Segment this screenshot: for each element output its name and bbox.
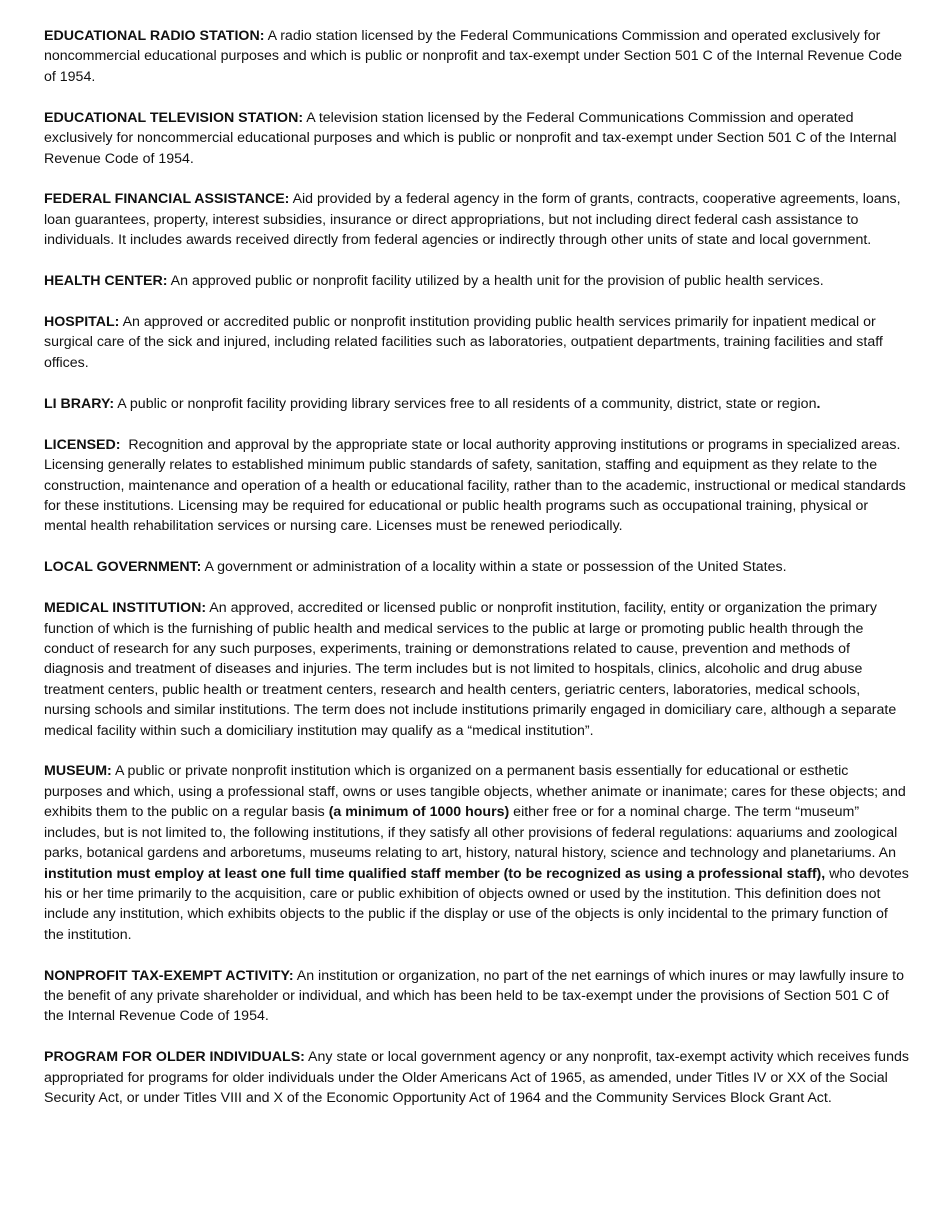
- definition-text: A television station licensed by the Federal Communications Commission and operated exclusively for noncommercial educational purposes and which is public or nonprofit and tax-exempt under Section 501 C of the Internal Revenue Code of 1954.: [44, 109, 897, 167]
- definition-text: A radio station licensed by the Federal Communications Commission and operated exclusively for noncommercial educational purposes and which is public or nonprofit and tax-exempt under Section 501 C of the Internal Revenue Code of 1954.: [44, 28, 903, 85]
- definition-text: A government or administration of a locality within a state or possession of the United States.: [201, 559, 787, 576]
- definition-local-government: [44, 557, 910, 577]
- definition-term: EDUCATIONAL RADIO STATION:: [44, 28, 265, 44]
- definition-term: LI BRARY:: [44, 395, 115, 412]
- definition-text: either free or for a nominal charge. The term “museum” includes, but is not limited to, the following institutions, if they satisfy all other provisions of federal regulations: aquariums and zoological parks, botanical gardens and arboretums, museums relating to art, history, natural history, science and technology and planetariums. An: [44, 804, 898, 862]
- definition-term: LICENSED:: [44, 436, 121, 453]
- definition-text: An approved, accredited or licensed public or nonprofit institution, facility, entity or organization the primary function of which is the furnishing of public health and medical services to the public at large or promoting public health through the conduct of research for any such purposes, experiments, training or demonstrations related to cause, prevention and methods of diagnosis and treatment of diseases and injuries. The term includes but is not limited to hospitals, clinics, alcoholic and drug abuse treatment centers, public health or treatment centers, research and health centers, geriatric centers, laboratories, medical schools, nursing schools and similar institutions. The term does not include institutions primarily engaged in domiciliary care, although a separate medical facility within such a domiciliary institution may qualify as a “medical institution”.: [44, 600, 897, 739]
- definition-medical-institution: [44, 598, 910, 741]
- definition-text: A public or nonprofit facility providing library services free to all residents of a community, district, state or region: [114, 395, 817, 412]
- definition-educational-radio-station: [44, 26, 910, 87]
- definition-text: An institution or organization, no part of the net earnings of which inures or may lawfully insure to the benefit of any private shareholder or individual, and which has been held to be tax-exempt under the provisions of Section 501 C of the Internal Revenue Code of 1954.: [44, 967, 904, 1025]
- definition-emphasis: institution must employ at least one full time qualified staff member (to be recognized as using a professional staff),: [44, 865, 826, 882]
- definition-term: MUSEUM:: [44, 763, 112, 780]
- definition-hospital: [44, 312, 910, 373]
- definition-licensed: [44, 435, 910, 537]
- definition-museum: [44, 761, 910, 945]
- definition-text: An approved public or nonprofit facility utilized by a health unit for the provision of public health services.: [167, 273, 824, 290]
- definition-term: NONPROFIT TAX-EXEMPT ACTIVITY:: [44, 967, 294, 984]
- definition-term: EDUCATIONAL TELEVISION STATION:: [44, 109, 304, 126]
- definition-term: HOSPITAL:: [44, 314, 120, 331]
- definition-text: A public or private nonprofit institution which is organized on a permanent basis essentially for educational or esthetic purposes and which, using a professional staff, owns or uses tangible objects, whether animate or inanimate; cares for these objects; and exhibits them to the public on a regular basis: [44, 763, 906, 821]
- definition-program-for-older-individuals: [44, 1047, 910, 1108]
- definition-educational-television-station: [44, 108, 910, 169]
- definition-text: Aid provided by a federal agency in the form of grants, contracts, cooperative agreements, loans, loan guarantees, property, interest subsidies, insurance or direct appropriations, but not including direct federal cash assistance to individuals. It includes awards received directly from federal agencies or indirectly through other units of state and local government.: [44, 191, 901, 249]
- definition-term: PROGRAM FOR OLDER INDIVIDUALS:: [44, 1049, 305, 1066]
- definition-emphasis: (a minimum of 1000 hours): [328, 804, 510, 821]
- definition-term: LOCAL GOVERNMENT:: [44, 559, 202, 576]
- definition-term: HEALTH CENTER:: [44, 273, 168, 290]
- definitions-page: [44, 26, 910, 1129]
- definition-health-center: [44, 271, 910, 291]
- definition-library: [44, 394, 910, 414]
- definition-federal-financial-assistance: [44, 189, 910, 250]
- definition-nonprofit-tax-exempt-activity: [44, 966, 910, 1027]
- definition-text: who devotes his or her time primarily to the acquisition, care or public exhibition of objects owned or used by the institution. This definition does not include any institution, which exhibits objects to the public if the display or use of the objects is only incidental to the primary function of the institution.: [44, 865, 909, 943]
- definition-text: An approved or accredited public or nonprofit institution providing public health services primarily for inpatient medical or surgical care of the sick and injured, including related facilities such as laboratories, outpatient departments, training facilities and staff offices.: [44, 314, 883, 371]
- definition-term: MEDICAL INSTITUTION:: [44, 600, 207, 617]
- definition-term: FEDERAL FINANCIAL ASSISTANCE:: [44, 191, 290, 208]
- definition-text: Any state or local government agency or any nonprofit, tax-exempt activity which receives funds appropriated for programs for older individuals under the Older Americans Act of 1965, as amended, under Titles IV or XX of the Social Security Act, or under Titles VIII and X of the Economic Opportunity Act of 1964 and the Community Services Block Grant Act.: [44, 1049, 909, 1107]
- definition-end-mark: .: [816, 395, 821, 412]
- definition-text: Recognition and approval by the appropriate state or local authority approving institutions or programs in specialized areas. Licensing generally relates to established minimum public standards of safety, sanitation, staffing and equipment as they relate to the construction, maintenance and operation of a health or educational facility, rather than to the academic, instructional or medical standards for these institutions. Licensing may be required for educational or public health programs such as occupational training, physical or mental health rehabilitation services or nursing care. Licenses must be renewed periodically.: [44, 436, 910, 535]
